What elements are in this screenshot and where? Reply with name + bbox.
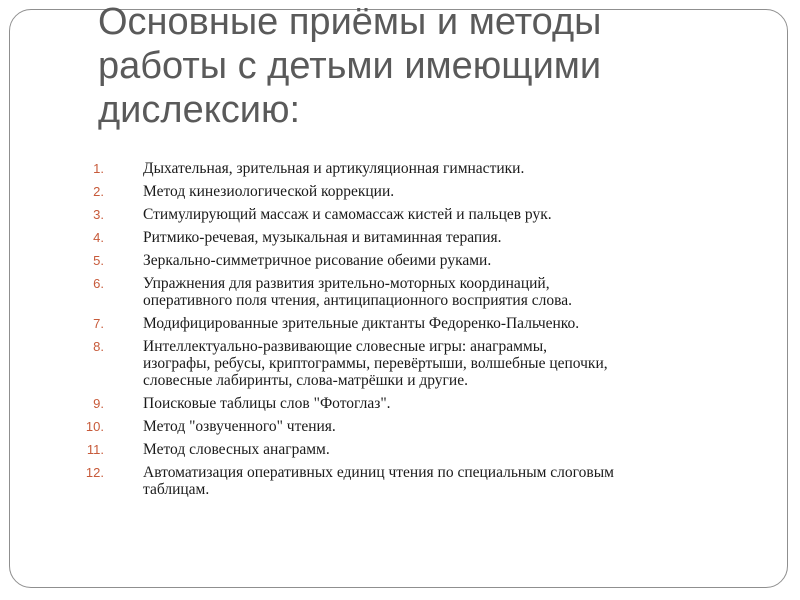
list-item-number: 12. [85, 465, 104, 480]
list-item-number: 11. [86, 442, 104, 457]
slide-title: Основные приёмы и методы работы с детьми имеющими дислексию: [98, 1, 602, 131]
list-item-number: 1. [93, 161, 104, 176]
list-item [70, 206, 780, 223]
list-item [70, 160, 780, 177]
list-item-text: Интеллектуально-развивающие словесные игры: анаграммы, изографы, ребусы, криптограммы, перевёртыши, волшебные цепочки, словесные лабиринты, слова-матрёшки и другие. [143, 338, 608, 389]
list-item-text: Метод кинезиологической коррекции. [143, 183, 395, 200]
list-item-number: 3. [93, 207, 104, 222]
list-item-number: 9. [93, 396, 104, 411]
list-item [70, 464, 780, 498]
list-item-number: 10. [85, 419, 104, 434]
list-item-text: Зеркально-симметричное рисование обеими руками. [143, 252, 492, 269]
list-item-text: Метод словесных анаграмм. [143, 441, 330, 458]
slide-frame [9, 1, 788, 588]
methods-list [70, 160, 780, 504]
list-item-text: Автоматизация оперативных единиц чтения по специальным слоговым таблицам. [143, 464, 614, 498]
list-item-number: 8. [93, 339, 104, 354]
list-item [70, 229, 780, 246]
list-item [70, 395, 780, 412]
list-item [70, 315, 780, 332]
list-item-number: 6. [93, 276, 104, 291]
list-item-text: Модифицированные зрительные диктанты Федоренко-Пальченко. [143, 315, 580, 332]
list-item [70, 275, 780, 309]
list-item-number: 2. [93, 184, 104, 199]
list-item-text: Поисковые таблицы слов "Фотоглаз". [143, 395, 391, 412]
list-item [70, 441, 780, 458]
list-item-text: Дыхательная, зрительная и артикуляционная гимнастики. [143, 160, 525, 177]
list-item-number: 5. [93, 253, 104, 268]
list-item-text: Стимулирующий массаж и самомассаж кистей и пальцев рук. [143, 206, 552, 223]
list-item [70, 418, 780, 435]
list-item-text: Упражнения для развития зрительно-моторных координаций, оперативного поля чтения, антиципационного восприятия слова. [143, 275, 572, 309]
list-item-number: 4. [93, 230, 104, 245]
list-item [70, 252, 780, 269]
list-item-text: Метод "озвученного" чтения. [143, 418, 336, 435]
list-item [70, 183, 780, 200]
list-item-text: Ритмико-речевая, музыкальная и витаминная терапия. [143, 229, 502, 246]
list-item-number: 7. [93, 316, 104, 331]
list-item [70, 338, 780, 389]
